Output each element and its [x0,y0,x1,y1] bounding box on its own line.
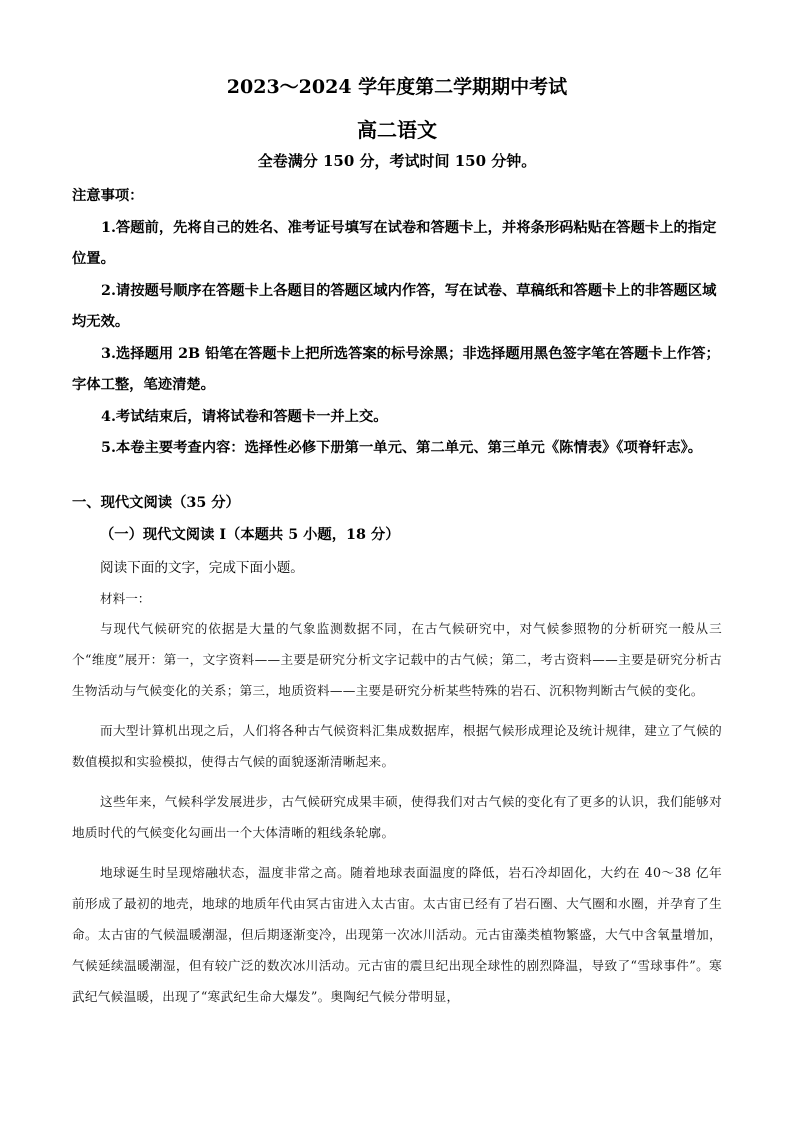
note-item: 2.请按题号顺序在答题卡上各题目的答题区域内作答，写在试卷、草稿纸和答题卡上的非答题区域均无效。 [72,282,717,330]
passage-paragraph: 与现代气候研究的依据是大量的气象监测数据不同，在古气候研究中，对气候参照物的分析研究一般从三个“维度”展开：第一，文字资料——主要是研究分析文字记载中的古气候；第二，考古资料——主要是研究分析古生物活动与气候变化的关系；第三，地质资料——主要是研究分析某些特殊的岩石、沉积物判断古气候的变化。 [72,621,722,698]
passage-paragraph: 这些年来，气候科学发展进步，古气候研究成果丰硕，使得我们对古气候的变化有了更多的认识，我们能够对地质时代的气候变化勾画出一个大体清晰的粗线条轮廓。 [72,794,722,840]
note-item: 1.答题前，先将自己的姓名、准考证号填写在试卷和答题卡上，并将条形码粘贴在答题卡上的指定位置。 [72,219,717,267]
section-heading: 一、现代文阅读（35 分） [72,495,240,511]
notes-heading: 注意事项： [72,188,144,204]
note-item: 3.选择题用 2B 铅笔在答题卡上把所选答案的标号涂黑；非选择题用黑色签字笔在答题卡上作答；字体工整，笔迹清楚。 [72,345,720,393]
passage-paragraph: 地球诞生时呈现熔融状态，温度非常之高。随着地球表面温度的降低，岩石冷却固化，大约在 40～38 亿年前形成了最初的地壳，地球的地质年代由冥古宙进入太古宙。太古宙已经有了岩石圈、大气圈和水圈，并孕育了生命。太古宙的气候温暖潮湿，但后期逐渐变冷，出现第一次冰川活动。元古宙藻类植物繁盛，大气中含氧量增加，气候延续温暖潮湿，但有较广泛的数次冰川活动。元古宙的震旦纪出现全球性的剧烈降温，导致了“雪球事件”。寒武纪气候温暖，出现了“寒武纪生命大爆发”。奥陶纪气候分带明显， [72,865,722,1004]
passage-paragraph: 而大型计算机出现之后，人们将各种古气候资料汇集成数据库，根据气候形成理论及统计规律，建立了气候的数值模拟和实验模拟，使得古气候的面貌逐渐清晰起来。 [72,723,722,769]
reading-passage [72,613,722,1021]
material-label: 材料一： [100,591,151,606]
note-item: 4.考试结束后，请将试卷和答题卡一并上交。 [101,408,388,425]
subsection-heading: （一）现代文阅读 I（本题共 5 小题，18 分） [100,527,400,543]
notes-block [72,181,722,465]
subject-title: 高二语文 [357,118,437,142]
exam-title: 2023～2024 学年度第二学期期中考试 [226,76,568,98]
note-item: 5.本卷主要考查内容：选择性必修下册第一单元、第二单元、第三单元《陈情表》《项脊轩志》。 [101,440,703,456]
reading-instruction: 阅读下面的文字，完成下面小题。 [100,560,304,576]
score-time-line: 全卷满分 150 分，考试时间 150 分钟。 [257,152,537,170]
